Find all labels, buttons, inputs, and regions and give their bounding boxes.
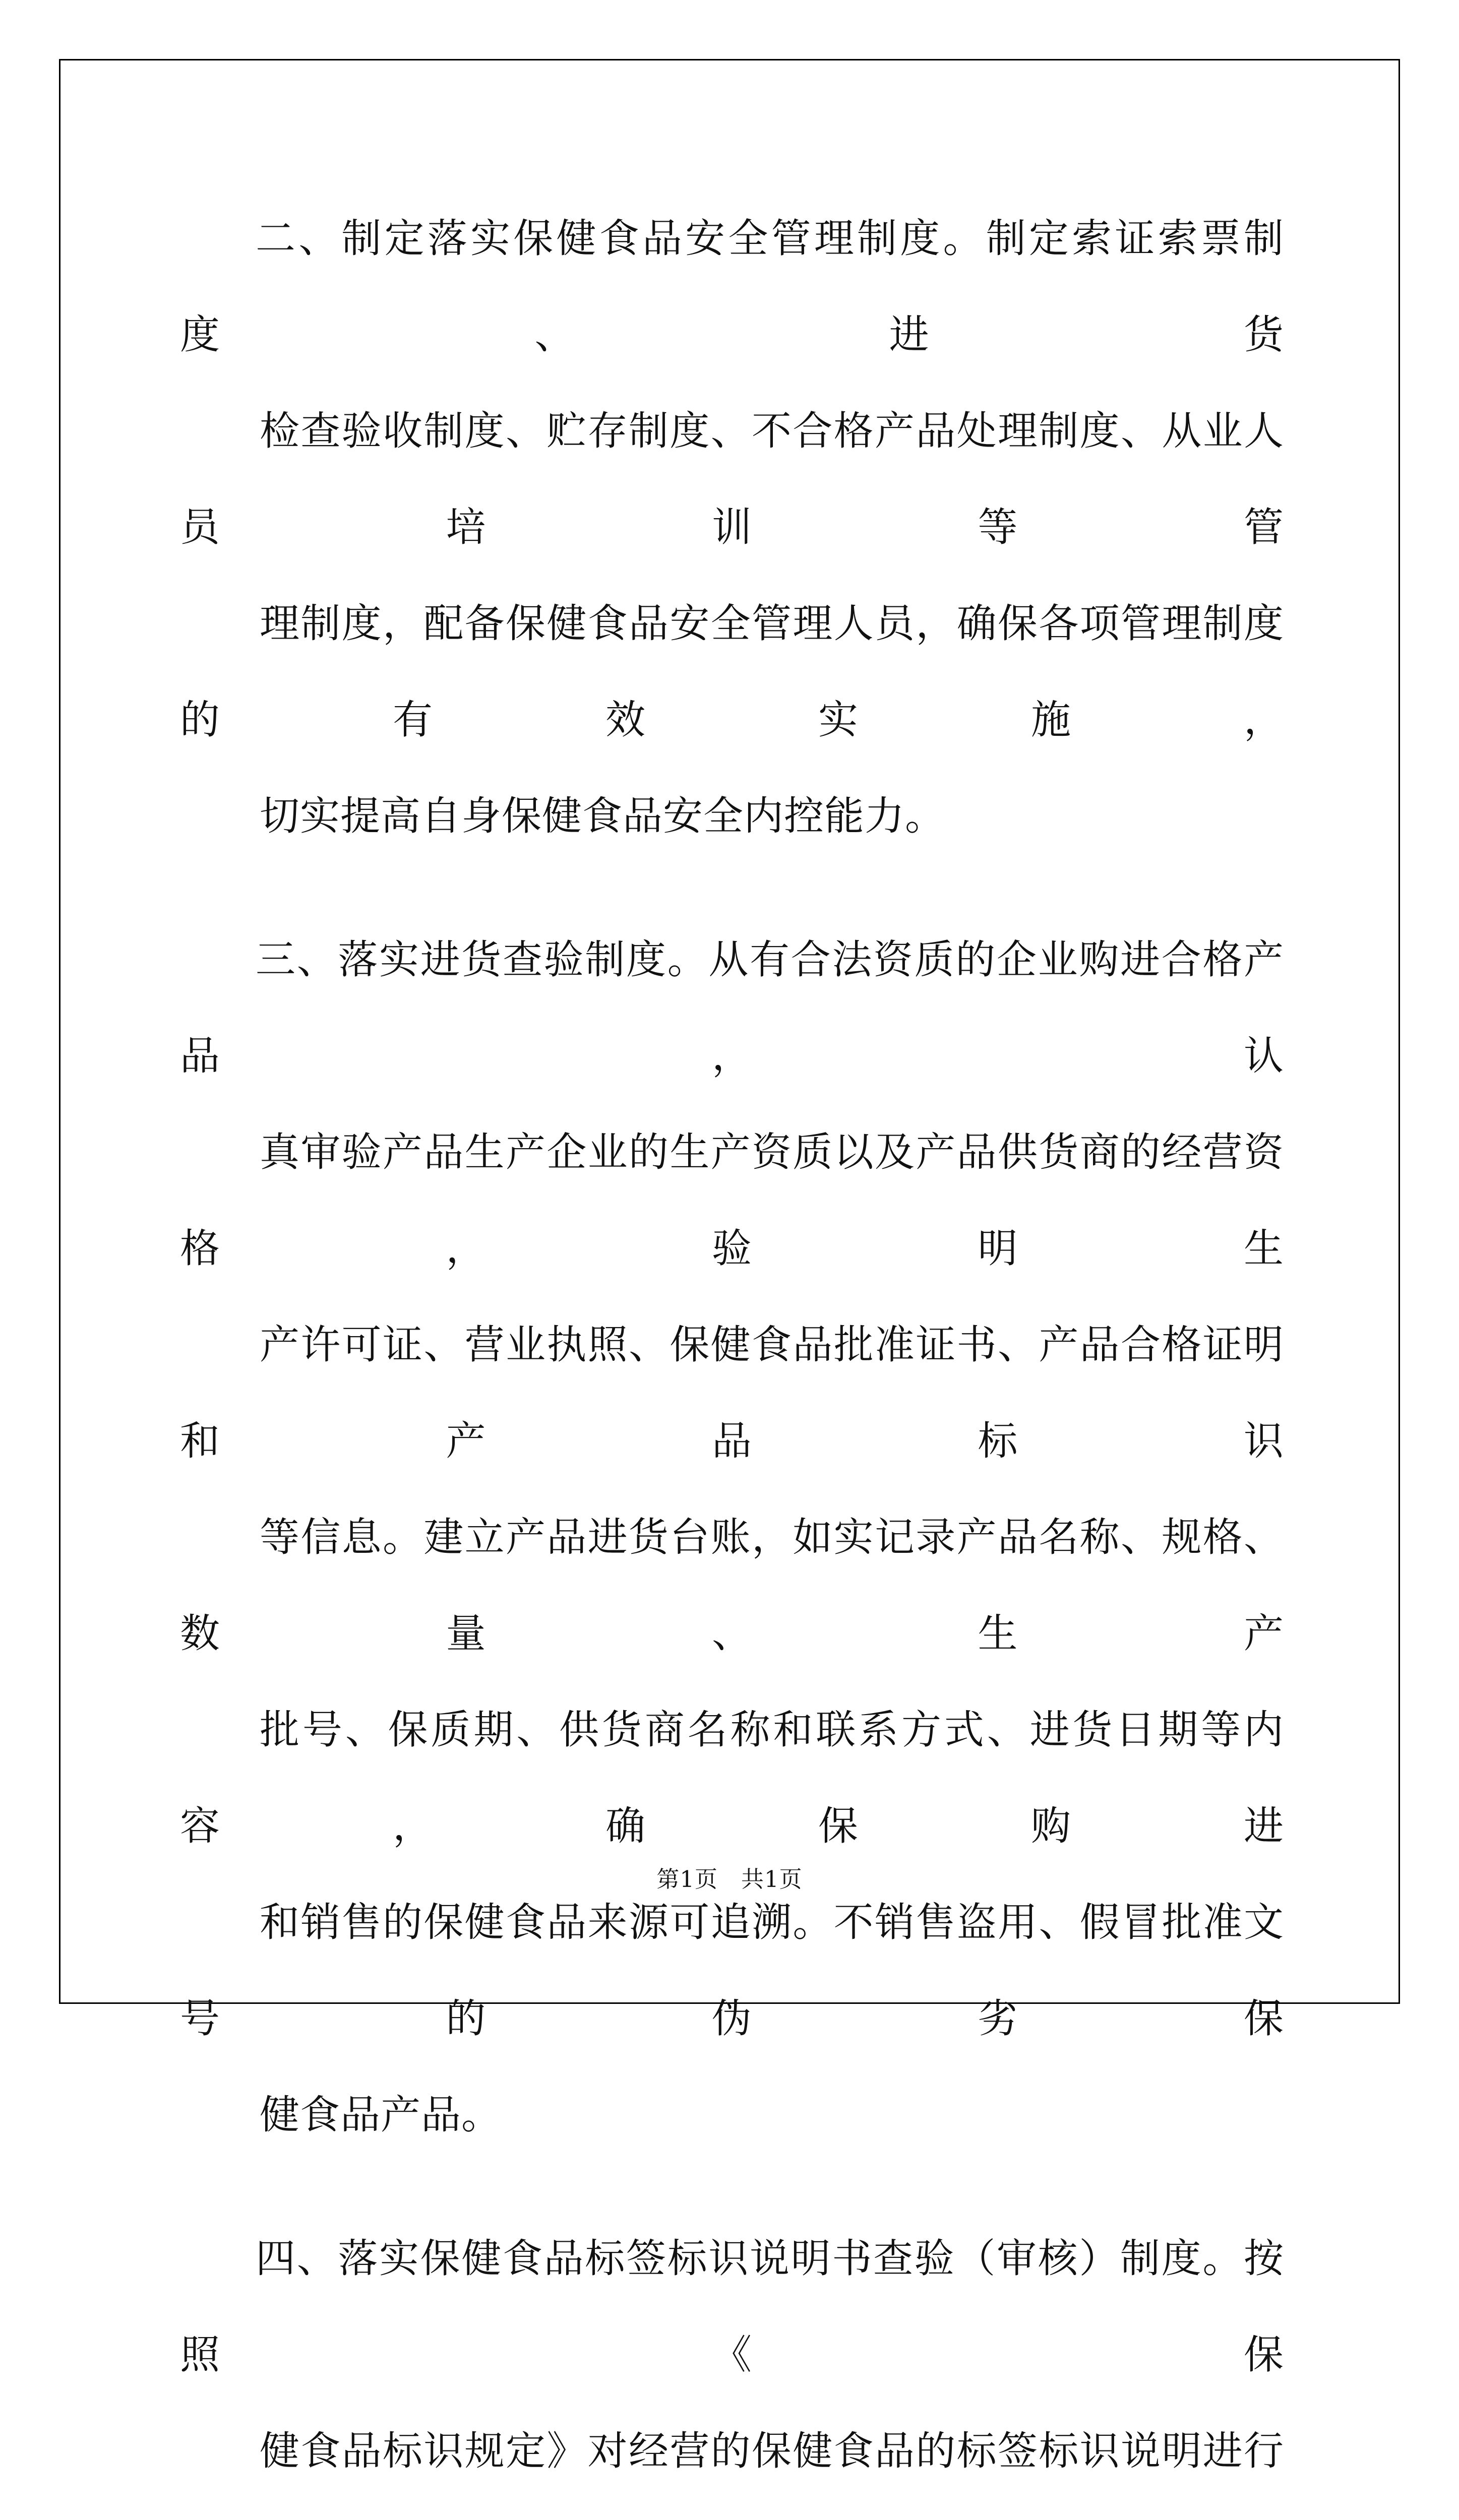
paragraph-line: 等信息。建立产品进货台账，如实记录产品名称、规格、数量、生产 <box>180 1514 1284 1657</box>
paragraph-line: 三、落实进货查验制度。从有合法资质的企业购进合格产品，认 <box>180 936 1284 1079</box>
paragraph-line: 批号、保质期、供货商名称和联系方式、进货日期等内容，确保购进 <box>180 1707 1284 1849</box>
paragraph-line: 健食品标识规定》对经营的保健食品的标签标识说明进行 <box>260 2428 1284 2474</box>
paragraph-line: 检查验收制度、贮存制度、不合格产品处理制度、从业人员培训等管 <box>180 408 1284 550</box>
paragraph-line: 四、落实保健食品标签标识说明书查验（审核）制度。按照《保 <box>180 2235 1284 2378</box>
paragraph-2 <box>180 191 1284 864</box>
paragraph-line: 二、制定落实保健食品安全管理制度。制定索证索票制度、进货 <box>180 215 1284 358</box>
paragraph-line: 健食品产品。 <box>260 2092 502 2138</box>
page-footer: 第1页 共1页 <box>656 1866 803 1893</box>
paragraph-4 <box>180 2211 1284 2520</box>
paragraph-line: 真审验产品生产企业的生产资质以及产品供货商的经营资格，验明生 <box>180 1129 1284 1272</box>
document-body <box>180 191 1284 2520</box>
paragraph-line: 理制度，配备保健食品安全管理人员，确保各项管理制度的有效实施， <box>180 600 1284 743</box>
paragraph-line: 切实提高自身保健食品安全内控能力。 <box>260 793 945 839</box>
paragraph-3 <box>180 912 1284 2163</box>
paragraph-line: 和销售的保健食品来源可追溯。不销售盗用、假冒批准文号的伪劣保 <box>180 1899 1284 2042</box>
paragraph-line: 产许可证、营业执照、保健食品批准证书、产品合格证明和产品标识 <box>180 1321 1284 1464</box>
